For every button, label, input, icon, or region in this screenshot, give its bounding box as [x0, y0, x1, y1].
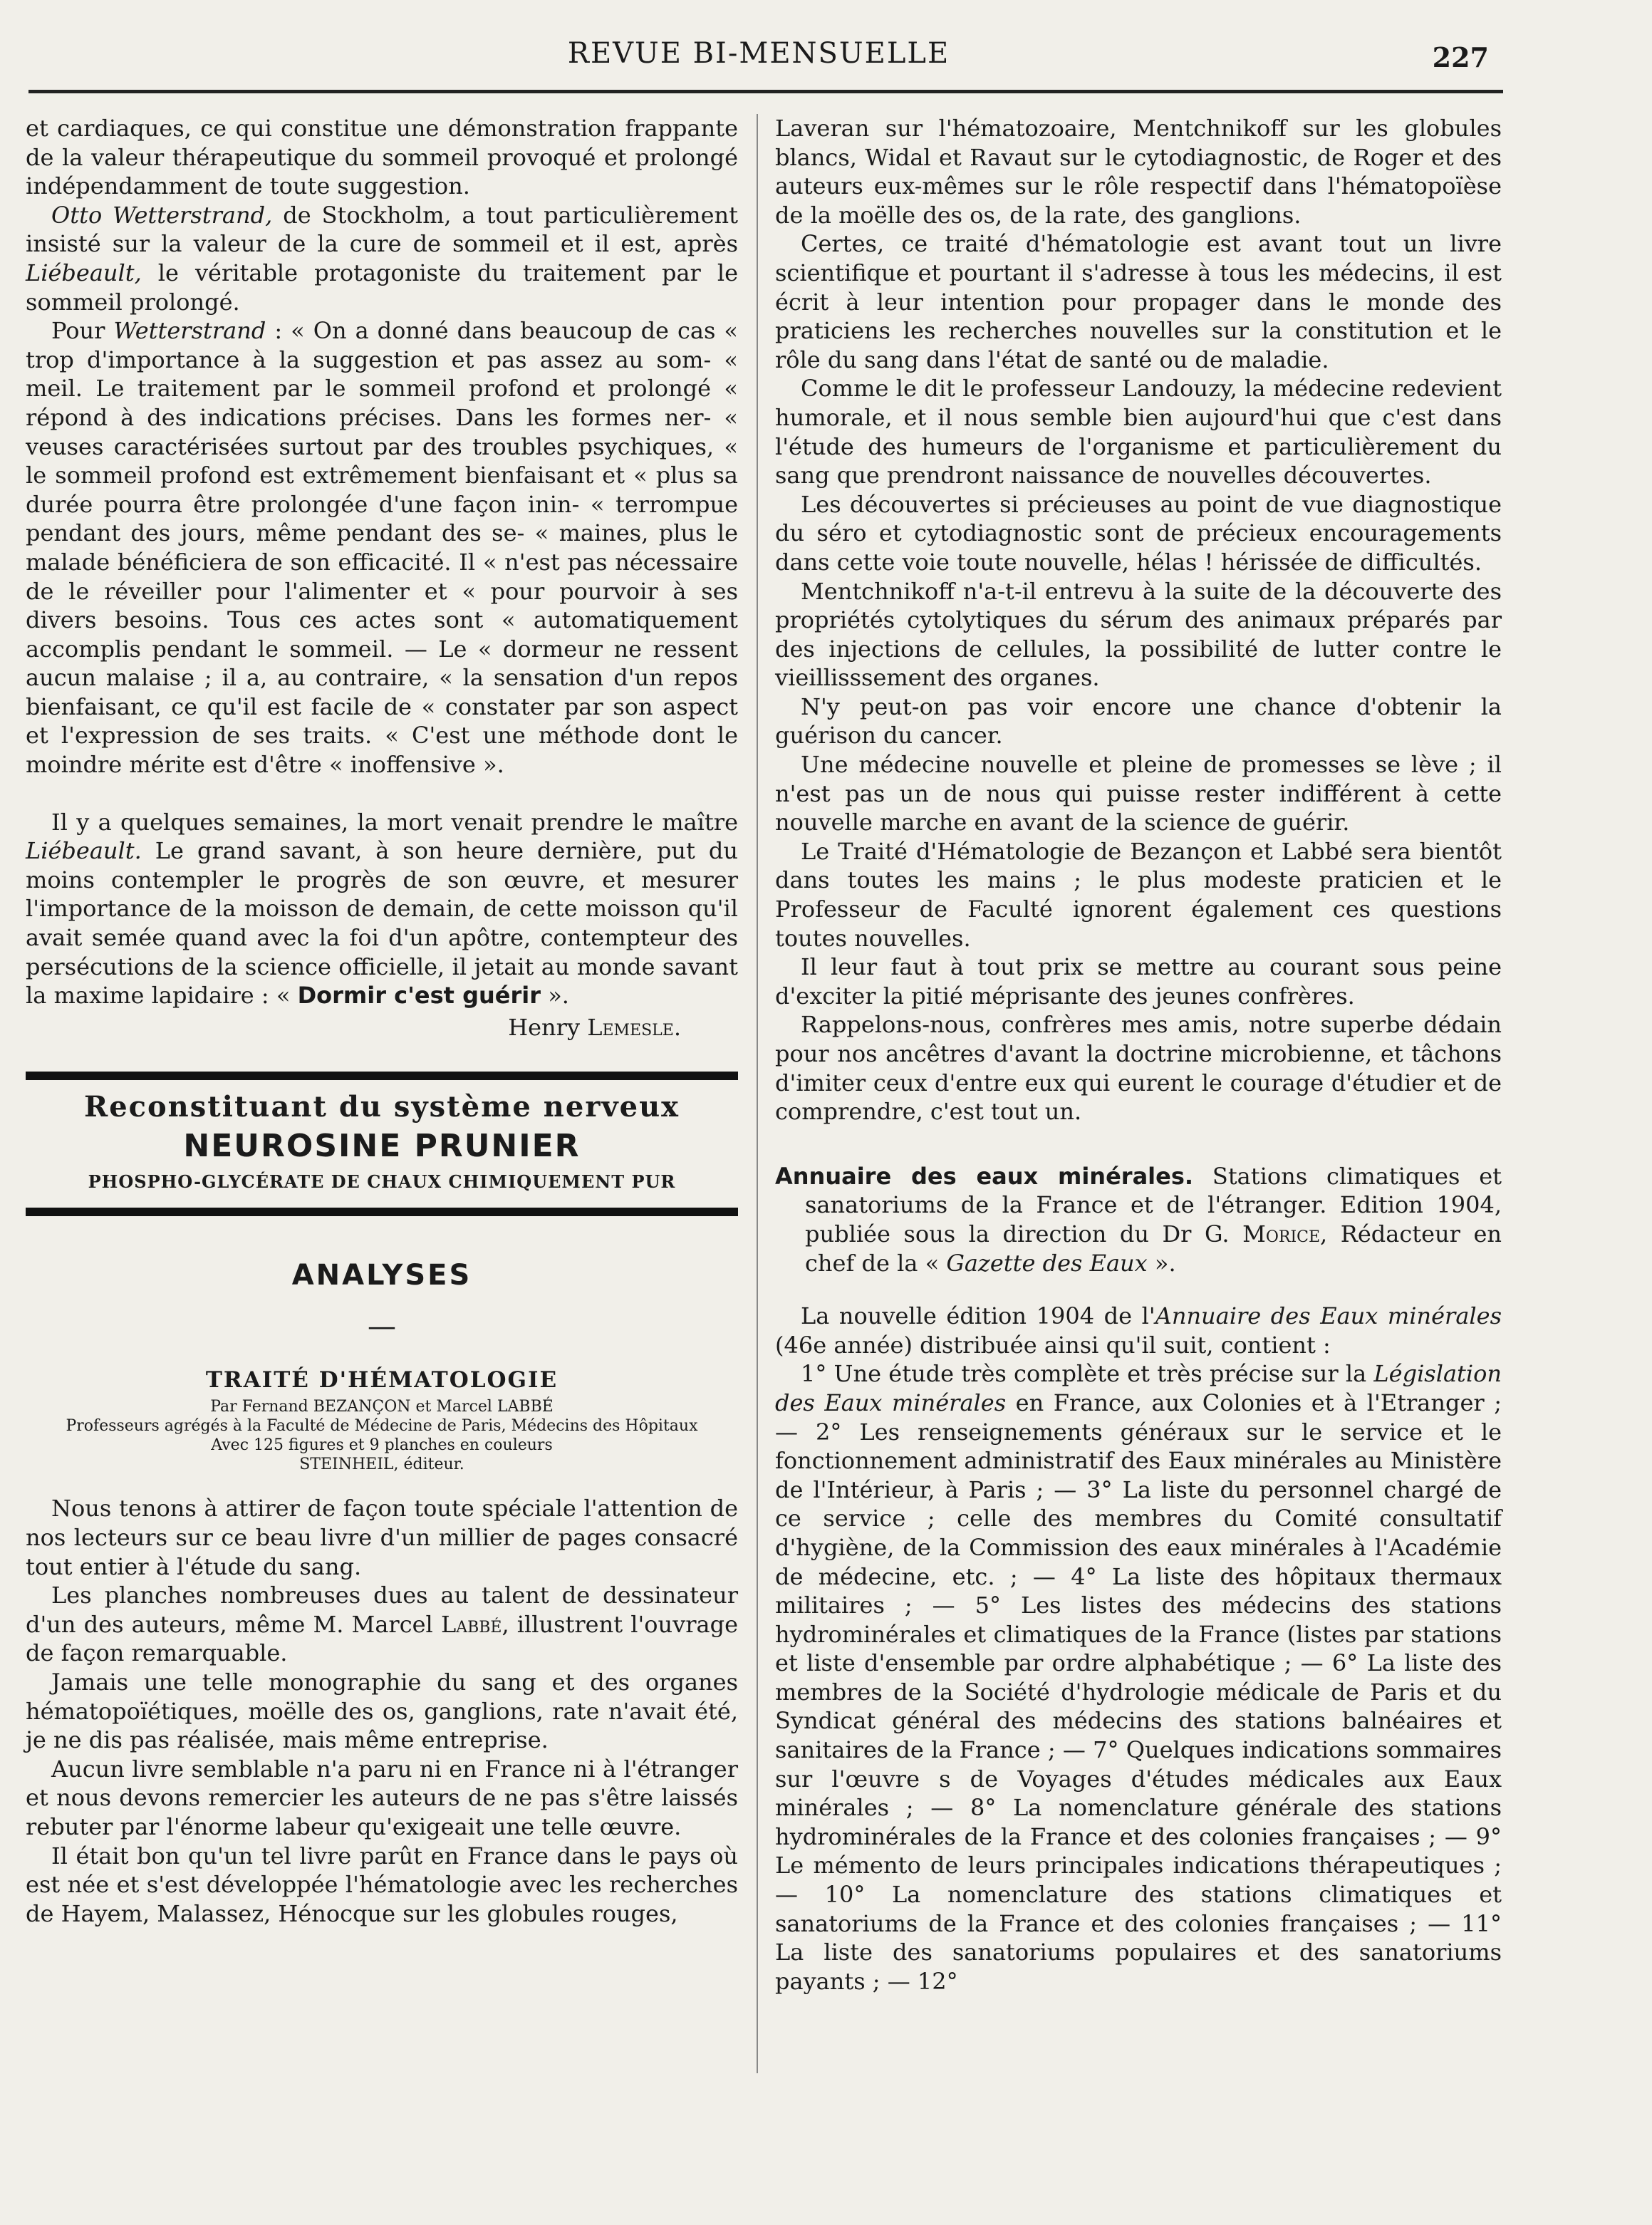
header-rule	[28, 90, 1503, 93]
running-head	[28, 37, 1489, 80]
annuaire-entry: Annuaire des eaux minérales. Stations climatiques et sanatoriums de la France et de l'étranger. Edition 1904, publiée sous la direction du Dr G. Morice, Rédacteur en chef de la « Gazette des Eaux ».	[775, 1162, 1502, 1277]
paragraph: N'y peut-on pas voir encore une chance d'obtenir la guérison du cancer.	[775, 693, 1502, 750]
journal-name: Gazette des Eaux	[946, 1249, 1148, 1277]
paragraph: et cardiaques, ce qui constitue une démonstration frappante de la valeur thérapeutique du sommeil provoqué et prolongé indépendamment de toute suggestion.	[26, 115, 738, 200]
paragraph: Les découvertes si précieuses au point de vue diagnostique du séro et cytodiagnostic sont de précieux encouragements dans cette voie toute nouvelle, hélas ! hérissée de difficultés.	[775, 490, 1502, 576]
paragraph: La nouvelle édition 1904 de l'Annuaire des Eaux minérales (46e année) distribuée ainsi qu'il suit, contient :	[775, 1302, 1502, 1359]
advertisement	[26, 1072, 738, 1216]
book-illustrations: Avec 125 figures et 9 planches en couleurs	[211, 1436, 553, 1455]
section-title: ANALYSES	[291, 1259, 472, 1292]
book-affiliation: Professeurs agrégés à la Faculté de Médecine de Paris, Médecins des Hôpitaux	[66, 1417, 698, 1436]
right-column	[775, 114, 1502, 1996]
author-signature: Henry Lemesle.	[508, 1013, 681, 1041]
paragraph: Il leur faut à tout prix se mettre au courant sous peine d'exciter la pitié méprisante des jeunes confrères.	[775, 953, 1502, 1010]
person-name: Morice,	[1242, 1220, 1328, 1248]
book-publisher: STEINHEIL, éditeur.	[299, 1456, 464, 1474]
person-name: Wetterstrand	[113, 317, 266, 345]
ad-product-name: NEUROSINE PRUNIER	[183, 1128, 581, 1165]
paragraph: Une médecine nouvelle et pleine de promesses se lève ; il n'est pas un de nous qui puisse rester indifférent à cette nouvelle marche en avant de la science de guérir.	[775, 751, 1502, 836]
paragraph: Les planches nombreuses dues au talent de dessinateur d'un des auteurs, même M. Marcel Labbé, illustrent l'ouvrage de façon remarquable.	[26, 1582, 739, 1667]
book-authors: Par Fernand BEZANÇON et Marcel LABBÉ	[210, 1398, 554, 1416]
paragraph: Mentchnikoff n'a-t-il entrevu à la suite de la découverte des propriétés cytolytiques du sérum des animaux préparés par des injections de cellules, la possibilité de lutter contre le vieillisssement des organes.	[775, 577, 1502, 692]
paragraph: Nous tenons à attirer de façon toute spéciale l'attention de nos lecteurs sur ce beau livre d'un millier de pages consacré tout entier à l'étude du sang.	[26, 1495, 738, 1580]
paragraph: Jamais une telle monographie du sang et des organes hématopoïétiques, moëlle des os, ganglions, rate n'avait été, je ne dis pas réalisée, mais même entreprise.	[26, 1668, 738, 1754]
paragraph: Il était bon qu'un tel livre parût en France dans le pays où est née et s'est développée l'hématologie avec les recherches de Hayem, Malassez, Hénocque sur les globules rouges,	[26, 1842, 738, 1927]
paragraph: Il y a quelques semaines, la mort venait prendre le maître Liébeault. Le grand savant, à son heure dernière, put du moins contempler le progrès de son œuvre, et mesurer l'importance de la moisson de demain, de cette moisson qu'il avait semée quand avec la foi d'un apôtre, contempteur des persécutions de la science officielle, il jetait au monde savant la maxime lapidaire : « Dormir c'est guérir ».	[26, 808, 738, 1010]
person-name: Liébeault,	[26, 259, 142, 286]
paragraph: Otto Wetterstrand, de Stockholm, a tout particulièrement insisté sur la valeur de la cure de sommeil et il est, après Liébeault, le véritable protagoniste du traitement par le sommeil prolongé.	[26, 201, 739, 316]
paragraph: Comme le dit le professeur Landouzy, la médecine redevient humorale, et il nous semble bien aujourd'hui que c'est dans l'étude des humeurs de l'organisme et particulièrement du sang que prendront naissance de nouvelles découvertes.	[775, 375, 1502, 489]
ad-rule-top	[26, 1072, 738, 1080]
paragraph: Aucun livre semblable n'a paru ni en France ni à l'étranger et nous devons remercier les auteurs de ne pas s'être laissés rebuter par l'énorme labeur qu'exigeait une telle œuvre.	[26, 1755, 738, 1840]
person-name: Liébeault.	[26, 837, 142, 865]
motto: Dormir c'est guérir	[297, 982, 541, 1010]
left-column	[26, 114, 738, 1928]
quotation-paragraph: Pour Wetterstrand : « On a donné dans beaucoup de cas « trop d'importance à la suggestion et pas assez au som- « meil. Le traitement par le sommeil profond et prolongé « répond à des indications précises. Dans les formes ner- « veuses caractérisées surtout par des troubles psychiques, « le sommeil profond est extrêmement bienfaisant et « plus sa durée pourra être prolongée d'une façon inin- « terrompue pendant des jours, même pendant des se- « maines, plus le malade bénéficiera de son efficacité. Il « n'est pas nécessaire de le réveiller pour l'alimenter et « pour pourvoir à ses divers besoins. Tous ces actes sont « automatiquement accomplis pendant le sommeil. — Le « dormeur ne ressent aucun malaise ; il a, au contraire, « la sensation d'un repos bienfaisant, ce qu'il est facile de « constater par son aspect et l'expression de ses traits. « C'est une méthode dont le moindre mérite est d'être « inoffensive ».	[26, 317, 739, 779]
paragraph: Rappelons-nous, confrères mes amis, notre superbe dédain pour nos ancêtres d'avant la doctrine microbienne, et tâchons d'imiter ceux d'entre eux qui eurent le courage d'étudier et de comprendre, c'est tout un.	[775, 1011, 1502, 1126]
paragraph: Certes, ce traité d'hématologie est avant tout un livre scientifique et pourtant il s'adresse à tous les médecins, il est écrit à leur intention pour propager dans le monde des praticiens les recherches nouvelles sur la constitution et le rôle du sang dans l'état de santé ou de maladie.	[775, 230, 1502, 373]
legislation-title: Législation des Eaux minérales	[775, 1360, 1502, 1416]
annuaire-title: Annuaire des eaux minérales.	[775, 1162, 1194, 1190]
person-name: Labbé,	[440, 1610, 509, 1638]
ad-tagline: Reconstituant du système nerveux	[83, 1090, 680, 1124]
paragraph: Laveran sur l'hématozoaire, Mentchnikoff sur les globules blancs, Widal et Ravaut sur le cytodiagnostic, de Roger et des auteurs eux-mêmes sur le rôle respectif dans l'hématopoïèse de la moëlle des os, de la rate, des ganglions.	[775, 115, 1502, 229]
page-number: 227	[1432, 41, 1489, 73]
ad-rule-bottom	[26, 1208, 738, 1216]
journal-title: REVUE BI-MENSUELLE	[567, 37, 950, 70]
section-dash: —	[368, 1310, 396, 1344]
book-title: TRAITÉ D'HÉMATOLOGIE	[205, 1367, 559, 1394]
paragraph: 1° Une étude très complète et très précise sur la Législation des Eaux minérales en France, aux Colonies et à l'Etranger ; — 2° Les renseignements généraux sur le service et le fonctionnement administratif des Eaux minérales au Ministère de l'Intérieur, à Paris ; — 3° La liste du personnel chargé de ce service ; celle des membres du Comité consultatif d'hygiène, de la Commission des eaux minérales à l'Académie de médecine, etc. ; — 4° La liste des hôpitaux thermaux militaires ; — 5° Les listes des médecins des stations hydrominérales et climatiques de la France (listes par stations et liste d'ensemble par ordre alphabétique ; — 6° La liste des membres de la Société d'hydrologie médicale de Paris et du Syndicat général des médecins des stations balnéaires et sanitaires de la France ; — 7° Quelques indications sommaires sur l'œuvre s de Voyages d'études médicales aux Eaux minérales ; — 8° La nomenclature générale des stations hydrominérales de la France et des colonies françaises ; — 9° Le mémento de leurs principales indications thérapeutiques ; — 10° La nomenclature des stations climatiques et sanatoriums de la France et des colonies françaises ; — 11° La liste des sanatoriums populaires et des sanatoriums payants ; — 12°	[775, 1360, 1502, 1995]
ad-product-description: PHOSPHO-GLYCÉRATE DE CHAUX CHIMIQUEMENT PUR	[88, 1171, 676, 1193]
column-separator	[757, 114, 758, 2073]
book-title-inline: Annuaire des Eaux minérales	[1155, 1302, 1502, 1330]
paragraph: Le Traité d'Hématologie de Bezançon et Labbé sera bientôt dans toutes les mains ; le plus modeste praticien et le Professeur de Faculté ignorent également ces questions toutes nouvelles.	[775, 837, 1502, 952]
person-name: Otto Wetterstrand,	[51, 201, 273, 229]
